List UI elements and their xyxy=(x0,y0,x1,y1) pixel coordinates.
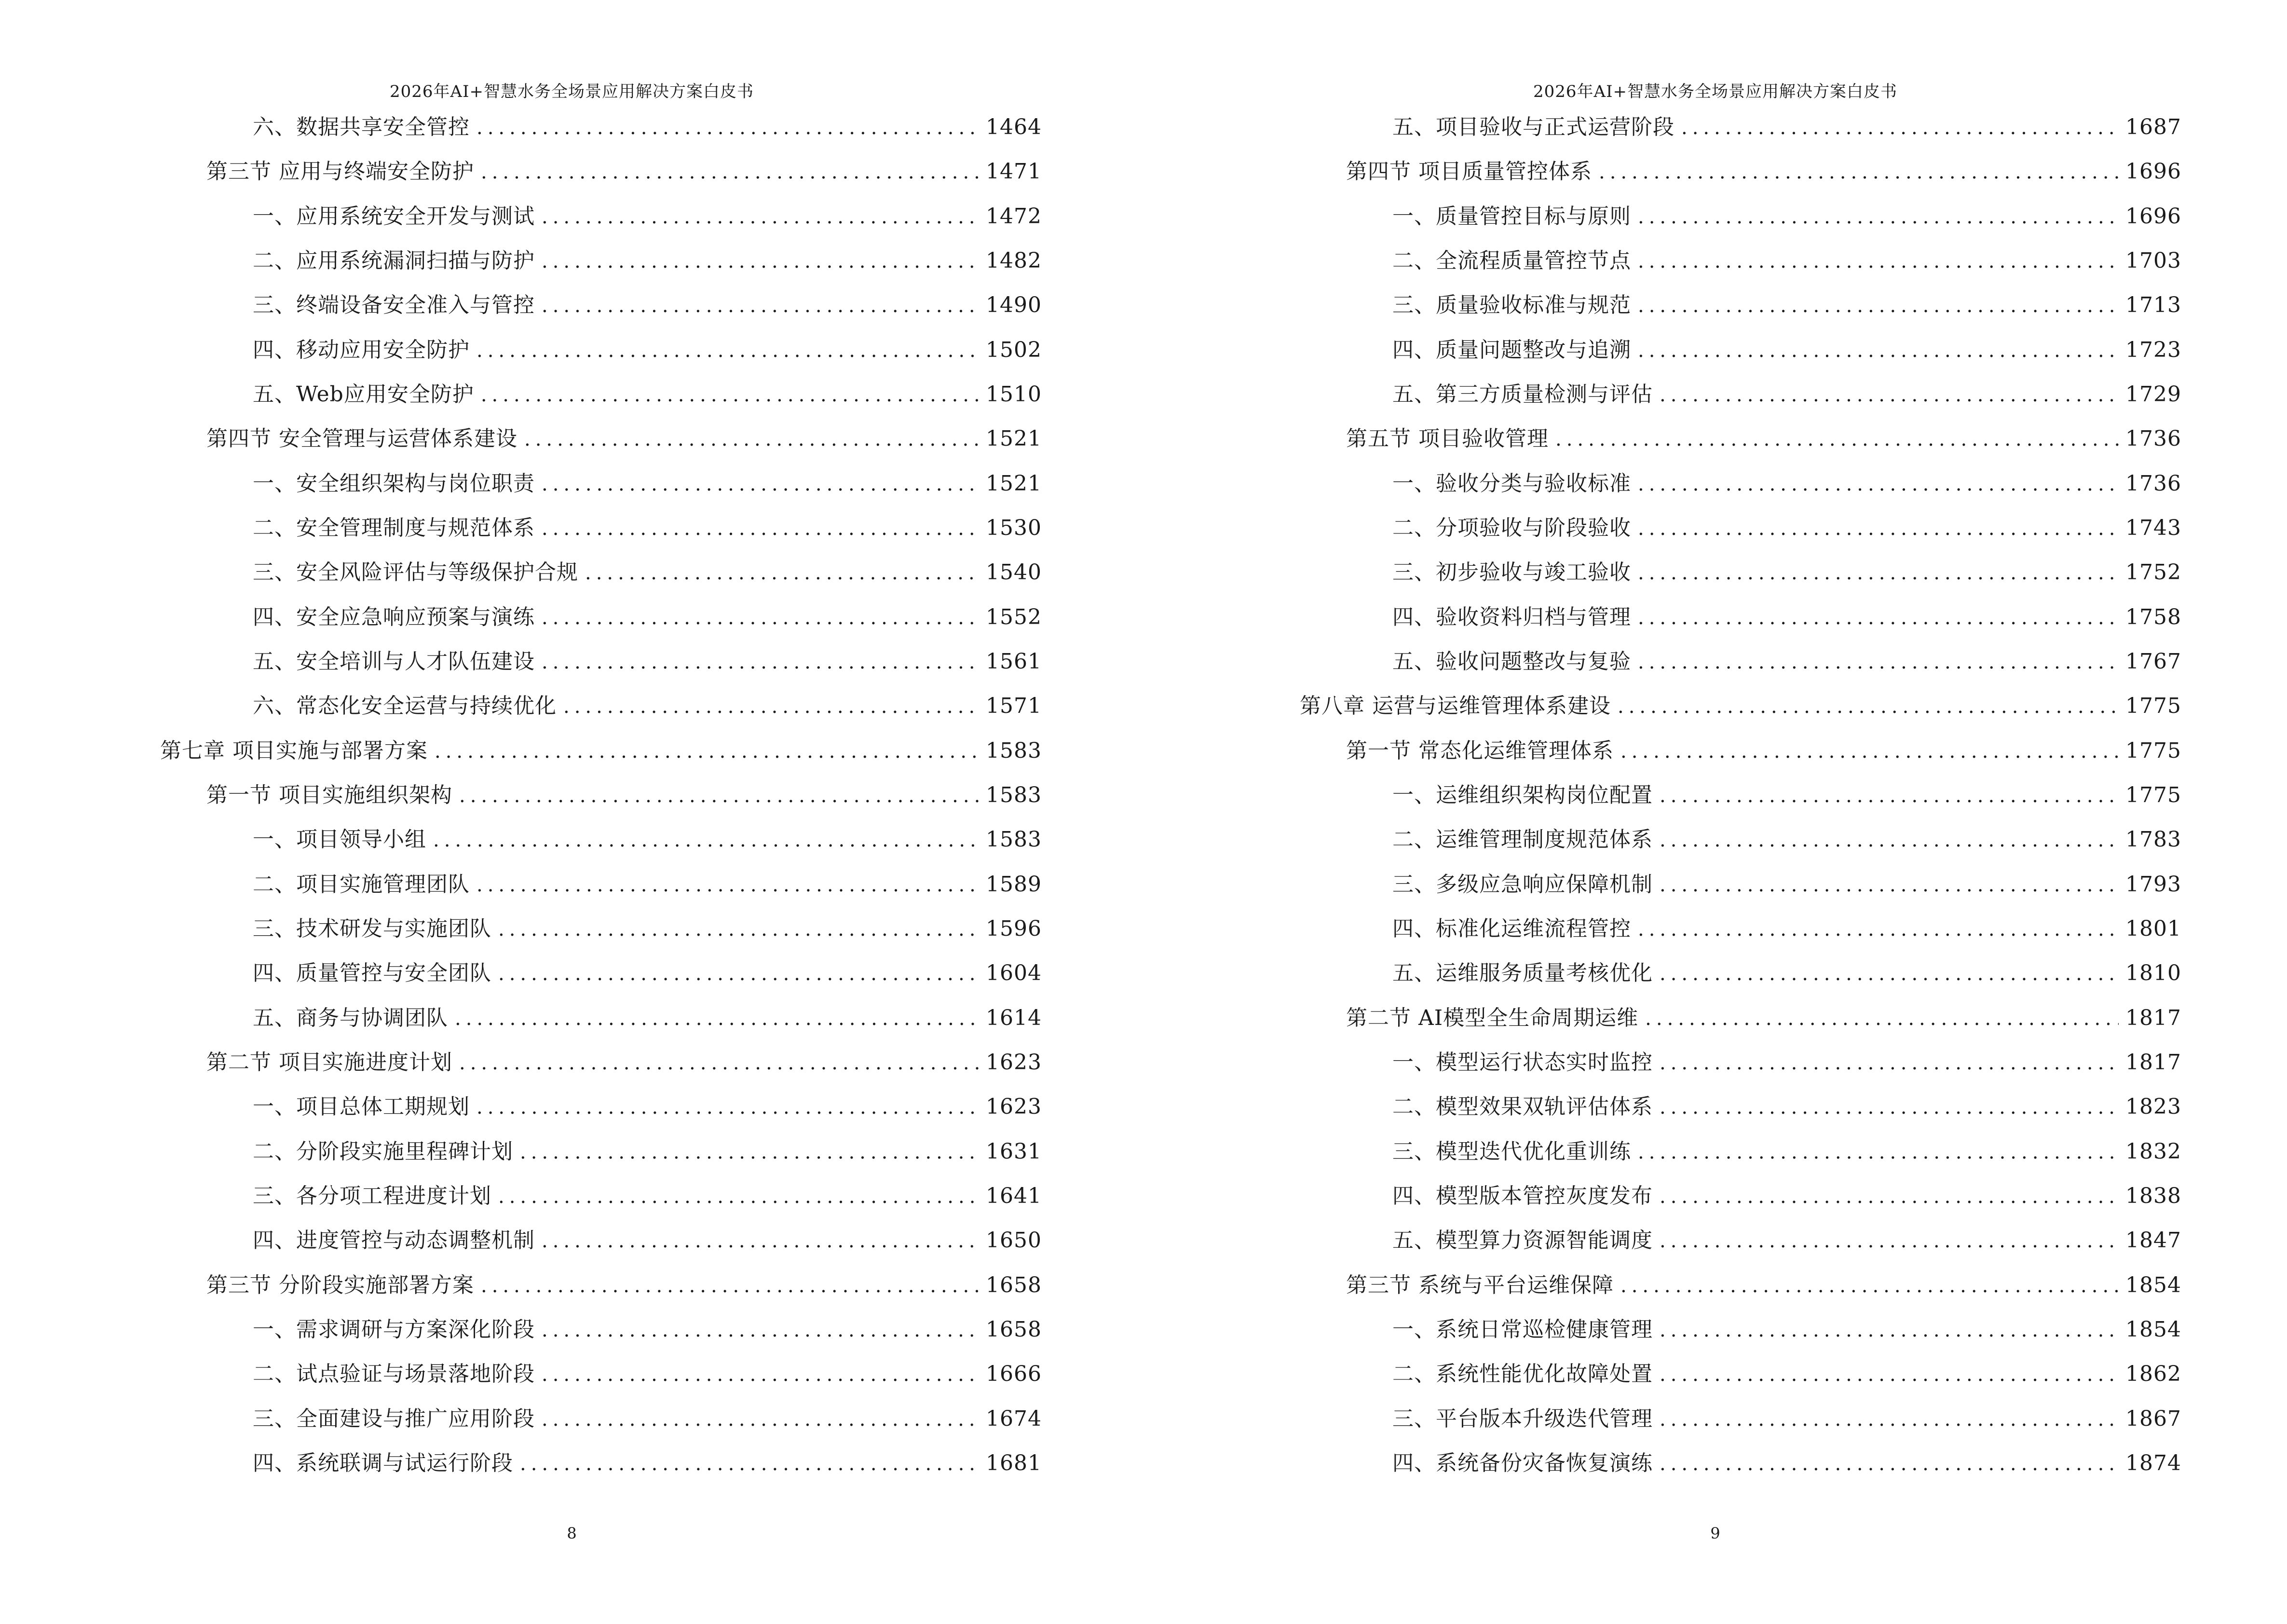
toc-entry-page-number: 1571 xyxy=(986,694,1042,719)
dot-leader xyxy=(1660,1360,2119,1389)
right-page xyxy=(1144,0,2287,1624)
toc-entry-label: 三、平台版本升级迭代管理 xyxy=(1392,1406,1653,1431)
toc-entry-label: 二、运维管理制度规范体系 xyxy=(1392,827,1653,852)
toc-entry-page-number: 1775 xyxy=(2125,782,2181,807)
toc-entry-page-number: 1854 xyxy=(2125,1272,2181,1297)
toc-entry-page-number: 1793 xyxy=(2125,872,2181,897)
toc-entry[interactable] xyxy=(1300,336,2181,365)
dot-leader xyxy=(542,1405,979,1434)
dot-leader xyxy=(1660,1449,2119,1478)
toc-entry[interactable] xyxy=(1300,424,2181,453)
toc-entry-page-number: 1736 xyxy=(2125,426,2181,451)
table-of-contents xyxy=(160,113,1042,1478)
toc-entry-label: 三、初步验收与竣工验收 xyxy=(1392,560,1631,585)
dot-leader xyxy=(433,826,979,855)
dot-leader xyxy=(1620,1271,2119,1300)
toc-entry-page-number: 1862 xyxy=(2125,1362,2181,1387)
dot-leader xyxy=(1660,959,2119,988)
toc-entry-page-number: 1817 xyxy=(2125,1005,2181,1030)
toc-entry[interactable] xyxy=(160,424,1042,453)
toc-entry-page-number: 1631 xyxy=(986,1139,1042,1164)
toc-entry-page-number: 1801 xyxy=(2125,916,2181,941)
toc-entry[interactable] xyxy=(160,1004,1042,1033)
toc-entry-label: 五、商务与协调团队 xyxy=(253,1005,448,1030)
running-header: 2026年AI+智慧水务全场景应用解决方案白皮书 xyxy=(390,82,754,101)
toc-entry-page-number: 1623 xyxy=(986,1094,1042,1119)
toc-entry-page-number: 1752 xyxy=(2125,560,2181,585)
dot-leader xyxy=(1638,291,2119,320)
dot-leader xyxy=(563,692,979,721)
toc-entry[interactable] xyxy=(160,603,1042,632)
toc-entry-page-number: 1696 xyxy=(2125,159,2181,184)
toc-entry-page-number: 1583 xyxy=(986,782,1042,807)
toc-entry[interactable] xyxy=(160,246,1042,275)
toc-entry-page-number: 1867 xyxy=(2125,1406,2181,1431)
toc-entry-label: 第五节 项目验收管理 xyxy=(1346,426,1549,451)
toc-entry[interactable] xyxy=(160,558,1042,587)
toc-entry-label: 三、多级应急响应保障机制 xyxy=(1392,872,1653,897)
toc-entry-label: 四、移动应用安全防护 xyxy=(253,337,470,362)
toc-entry[interactable] xyxy=(160,113,1042,142)
dot-leader xyxy=(520,1449,979,1478)
toc-entry-label: 第四节 安全管理与运营体系建设 xyxy=(206,426,517,451)
toc-entry-page-number: 1847 xyxy=(2125,1228,2181,1253)
toc-entry[interactable] xyxy=(160,1092,1042,1121)
toc-entry[interactable] xyxy=(1300,291,2181,320)
toc-entry-page-number: 1604 xyxy=(986,961,1042,986)
toc-entry-page-number: 1510 xyxy=(986,382,1042,407)
dot-leader xyxy=(1660,1182,2119,1211)
toc-entry-page-number: 1687 xyxy=(2125,115,2181,139)
dot-leader xyxy=(435,737,979,766)
toc-entry-label: 一、质量管控目标与原则 xyxy=(1392,204,1631,229)
toc-entry-label: 第七章 项目实施与部署方案 xyxy=(160,738,428,763)
dot-leader xyxy=(1660,381,2119,409)
toc-entry[interactable] xyxy=(1300,1226,2181,1255)
toc-entry[interactable] xyxy=(160,1405,1042,1433)
toc-entry[interactable] xyxy=(1300,1405,2181,1433)
dot-leader xyxy=(1660,1227,2119,1256)
running-header: 2026年AI+智慧水务全场景应用解决方案白皮书 xyxy=(1533,82,1897,101)
toc-entry-label: 五、第三方质量检测与评估 xyxy=(1392,382,1653,407)
toc-entry-page-number: 1723 xyxy=(2125,337,2181,362)
toc-entry-page-number: 1502 xyxy=(986,337,1042,362)
page-number: 8 xyxy=(567,1524,577,1542)
toc-entry-label: 四、进度管控与动态调整机制 xyxy=(253,1228,535,1253)
toc-entry-page-number: 1713 xyxy=(2125,293,2181,318)
toc-entry[interactable] xyxy=(1300,380,2181,409)
toc-entry-label: 三、技术研发与实施团队 xyxy=(253,916,491,941)
toc-entry[interactable] xyxy=(1300,692,2181,721)
dot-leader xyxy=(1599,158,2119,187)
dot-leader xyxy=(481,381,979,409)
toc-entry-label: 四、系统备份灾备恢复演练 xyxy=(1392,1450,1653,1475)
toc-entry-label: 三、模型迭代优化重训练 xyxy=(1392,1139,1631,1164)
toc-entry-label: 二、项目实施管理团队 xyxy=(253,872,470,897)
toc-entry-label: 三、终端设备安全准入与管控 xyxy=(253,293,535,318)
toc-entry[interactable] xyxy=(1300,514,2181,543)
dot-leader xyxy=(476,113,979,142)
dot-leader xyxy=(1660,1093,2119,1122)
dot-leader xyxy=(1660,826,2119,855)
dot-leader xyxy=(542,291,979,320)
toc-entry-page-number: 1823 xyxy=(2125,1094,2181,1119)
toc-entry[interactable] xyxy=(1300,914,2181,943)
toc-entry-page-number: 1736 xyxy=(2125,471,2181,496)
toc-entry[interactable] xyxy=(160,380,1042,409)
toc-entry-page-number: 1614 xyxy=(986,1005,1042,1030)
toc-entry[interactable] xyxy=(1300,558,2181,587)
toc-entry-page-number: 1623 xyxy=(986,1050,1042,1075)
toc-entry-label: 二、应用系统漏洞扫描与防护 xyxy=(253,248,535,273)
page-number: 9 xyxy=(1710,1524,1720,1542)
toc-entry-page-number: 1817 xyxy=(2125,1050,2181,1075)
toc-entry[interactable] xyxy=(1300,1004,2181,1033)
toc-entry-page-number: 1775 xyxy=(2125,738,2181,763)
toc-entry[interactable] xyxy=(1300,737,2181,765)
toc-entry[interactable] xyxy=(160,1182,1042,1211)
toc-entry-label: 四、质量问题整改与追溯 xyxy=(1392,337,1631,362)
toc-entry-page-number: 1674 xyxy=(986,1406,1042,1431)
toc-entry[interactable] xyxy=(160,1048,1042,1077)
toc-entry-page-number: 1589 xyxy=(986,872,1042,897)
toc-entry-page-number: 1472 xyxy=(986,204,1042,229)
toc-entry[interactable] xyxy=(160,914,1042,943)
toc-entry-page-number: 1758 xyxy=(2125,604,2181,629)
toc-entry-label: 四、验收资料归档与管理 xyxy=(1392,604,1631,629)
dot-leader xyxy=(542,603,979,632)
toc-entry[interactable] xyxy=(160,1449,1042,1478)
toc-entry-label: 第三节 系统与平台运维保障 xyxy=(1346,1272,1614,1297)
toc-entry[interactable] xyxy=(1300,1315,2181,1344)
dot-leader xyxy=(542,648,979,677)
toc-entry-label: 三、安全风险评估与等级保护合规 xyxy=(253,560,578,585)
toc-entry[interactable] xyxy=(1300,1048,2181,1077)
dot-leader xyxy=(542,203,979,232)
toc-entry-label: 二、全流程质量管控节点 xyxy=(1392,248,1631,273)
toc-entry[interactable] xyxy=(1300,113,2181,142)
toc-entry[interactable] xyxy=(1300,157,2181,186)
toc-entry-label: 三、质量验收标准与规范 xyxy=(1392,293,1631,318)
toc-entry-label: 第八章 运营与运维管理体系建设 xyxy=(1300,694,1611,719)
toc-entry-page-number: 1703 xyxy=(2125,248,2181,273)
toc-entry-label: 第一节 常态化运维管理体系 xyxy=(1346,738,1614,763)
toc-entry-page-number: 1729 xyxy=(2125,382,2181,407)
dot-leader xyxy=(524,425,979,454)
toc-entry-label: 六、常态化安全运营与持续优化 xyxy=(253,694,557,719)
dot-leader xyxy=(1681,113,2119,142)
toc-entry[interactable] xyxy=(1300,246,2181,275)
toc-entry[interactable] xyxy=(1300,1092,2181,1121)
toc-entry-page-number: 1810 xyxy=(2125,961,2181,986)
dot-leader xyxy=(455,1004,979,1033)
toc-entry-label: 二、分阶段实施里程碑计划 xyxy=(253,1139,513,1164)
toc-entry[interactable] xyxy=(160,469,1042,498)
dot-leader xyxy=(1638,470,2119,499)
toc-entry[interactable] xyxy=(1300,1449,2181,1478)
toc-entry-label: 五、安全培训与人才队伍建设 xyxy=(253,649,535,674)
toc-entry-page-number: 1767 xyxy=(2125,649,2181,674)
dot-leader xyxy=(1638,559,2119,587)
dot-leader xyxy=(1638,514,2119,543)
toc-entry[interactable] xyxy=(160,1137,1042,1166)
toc-entry-page-number: 1464 xyxy=(986,115,1042,139)
toc-entry-label: 三、各分项工程进度计划 xyxy=(253,1183,491,1208)
table-of-contents xyxy=(1300,113,2181,1478)
toc-entry[interactable] xyxy=(160,1271,1042,1300)
dot-leader xyxy=(1638,915,2119,944)
toc-entry[interactable] xyxy=(1300,1360,2181,1389)
toc-entry[interactable] xyxy=(160,336,1042,365)
toc-entry-page-number: 1540 xyxy=(986,560,1042,585)
toc-entry-page-number: 1743 xyxy=(2125,515,2181,540)
dot-leader xyxy=(1638,1138,2119,1167)
toc-entry-page-number: 1650 xyxy=(986,1228,1042,1253)
toc-entry-label: 第三节 分阶段实施部署方案 xyxy=(206,1272,474,1297)
dot-leader xyxy=(1660,781,2119,810)
toc-entry[interactable] xyxy=(1300,603,2181,632)
toc-entry-page-number: 1530 xyxy=(986,515,1042,540)
toc-entry[interactable] xyxy=(160,202,1042,231)
toc-entry-label: 四、系统联调与试运行阶段 xyxy=(253,1450,513,1475)
toc-entry-label: 五、运维服务质量考核优化 xyxy=(1392,961,1653,986)
toc-entry-label: 第一节 项目实施组织架构 xyxy=(206,782,452,807)
dot-leader xyxy=(542,1360,979,1389)
toc-entry-label: 二、安全管理制度与规范体系 xyxy=(253,515,535,540)
toc-entry-page-number: 1874 xyxy=(2125,1450,2181,1475)
toc-entry-page-number: 1583 xyxy=(986,827,1042,852)
dot-leader xyxy=(459,1049,979,1078)
toc-entry-page-number: 1658 xyxy=(986,1317,1042,1342)
toc-entry[interactable] xyxy=(1300,1182,2181,1211)
toc-entry-page-number: 1854 xyxy=(2125,1317,2181,1342)
toc-entry-label: 五、项目验收与正式运营阶段 xyxy=(1392,115,1674,139)
toc-entry[interactable] xyxy=(160,514,1042,543)
dot-leader xyxy=(520,1138,979,1167)
toc-entry-page-number: 1521 xyxy=(986,426,1042,451)
toc-entry-page-number: 1696 xyxy=(2125,204,2181,229)
toc-entry-label: 二、分项验收与阶段验收 xyxy=(1392,515,1631,540)
toc-entry-label: 三、全面建设与推广应用阶段 xyxy=(253,1406,535,1431)
toc-entry-page-number: 1482 xyxy=(986,248,1042,273)
dot-leader xyxy=(1660,1049,2119,1078)
toc-entry[interactable] xyxy=(160,870,1042,899)
toc-entry[interactable] xyxy=(160,647,1042,676)
dot-leader xyxy=(498,959,979,988)
toc-entry-page-number: 1775 xyxy=(2125,694,2181,719)
dot-leader xyxy=(1638,603,2119,632)
dot-leader xyxy=(1638,336,2119,365)
toc-entry-label: 四、质量管控与安全团队 xyxy=(253,961,491,986)
toc-entry-label: 五、模型算力资源智能调度 xyxy=(1392,1228,1653,1253)
toc-entry-label: 四、安全应急响应预案与演练 xyxy=(253,604,535,629)
dot-leader xyxy=(542,1227,979,1256)
toc-entry-page-number: 1471 xyxy=(986,159,1042,184)
toc-entry[interactable] xyxy=(160,959,1042,988)
dot-leader xyxy=(542,470,979,499)
toc-entry-label: 一、应用系统安全开发与测试 xyxy=(253,204,535,229)
dot-leader xyxy=(1638,203,2119,232)
dot-leader xyxy=(476,1093,979,1122)
dot-leader xyxy=(542,1316,979,1345)
toc-entry[interactable] xyxy=(1300,781,2181,810)
toc-entry-label: 四、模型版本管控灰度发布 xyxy=(1392,1183,1653,1208)
toc-entry-label: 一、系统日常巡检健康管理 xyxy=(1392,1317,1653,1342)
toc-entry-label: 二、试点验证与场景落地阶段 xyxy=(253,1362,535,1387)
dot-leader xyxy=(542,514,979,543)
dot-leader xyxy=(498,1182,979,1211)
toc-entry-label: 四、标准化运维流程管控 xyxy=(1392,916,1631,941)
toc-entry-page-number: 1552 xyxy=(986,604,1042,629)
dot-leader xyxy=(481,158,979,187)
toc-entry[interactable] xyxy=(160,1315,1042,1344)
toc-entry-label: 第二节 项目实施进度计划 xyxy=(206,1050,452,1075)
toc-entry[interactable] xyxy=(160,781,1042,810)
dot-leader xyxy=(481,1271,979,1300)
dot-leader xyxy=(498,915,979,944)
toc-entry-page-number: 1658 xyxy=(986,1272,1042,1297)
toc-entry[interactable] xyxy=(160,291,1042,320)
toc-entry-label: 第四节 项目质量管控体系 xyxy=(1346,159,1592,184)
toc-entry-label: 第三节 应用与终端安全防护 xyxy=(206,159,474,184)
toc-entry-label: 六、数据共享安全管控 xyxy=(253,115,470,139)
toc-entry[interactable] xyxy=(1300,959,2181,988)
toc-entry-label: 一、验收分类与验收标准 xyxy=(1392,471,1631,496)
dot-leader xyxy=(1618,692,2119,721)
toc-entry-label: 一、需求调研与方案深化阶段 xyxy=(253,1317,535,1342)
toc-entry-page-number: 1521 xyxy=(986,471,1042,496)
toc-entry-page-number: 1832 xyxy=(2125,1139,2181,1164)
dot-leader xyxy=(476,871,979,900)
toc-entry-label: 一、项目领导小组 xyxy=(253,827,426,852)
toc-entry-page-number: 1561 xyxy=(986,649,1042,674)
toc-entry-page-number: 1666 xyxy=(986,1362,1042,1387)
dot-leader xyxy=(1638,247,2119,276)
toc-entry-page-number: 1681 xyxy=(986,1450,1042,1475)
toc-entry-label: 二、系统性能优化故障处置 xyxy=(1392,1362,1653,1387)
toc-entry[interactable] xyxy=(1300,202,2181,231)
dot-leader xyxy=(1660,1316,2119,1345)
toc-entry[interactable] xyxy=(160,692,1042,721)
toc-entry-page-number: 1783 xyxy=(2125,827,2181,852)
toc-entry-page-number: 1838 xyxy=(2125,1183,2181,1208)
dot-leader xyxy=(1660,1405,2119,1434)
dot-leader xyxy=(1660,871,2119,900)
toc-entry[interactable] xyxy=(160,1360,1042,1389)
toc-entry-page-number: 1490 xyxy=(986,293,1042,318)
toc-entry[interactable] xyxy=(160,1226,1042,1255)
toc-entry-label: 一、安全组织架构与岗位职责 xyxy=(253,471,535,496)
toc-entry[interactable] xyxy=(1300,870,2181,899)
toc-entry-page-number: 1583 xyxy=(986,738,1042,763)
toc-entry[interactable] xyxy=(1300,1271,2181,1300)
toc-entry[interactable] xyxy=(160,157,1042,186)
toc-entry-label: 五、Web应用安全防护 xyxy=(253,382,474,407)
toc-entry[interactable] xyxy=(1300,825,2181,854)
toc-entry[interactable] xyxy=(1300,1137,2181,1166)
toc-entry-label: 第二节 AI模型全生命周期运维 xyxy=(1346,1005,1639,1030)
dot-leader xyxy=(542,247,979,276)
dot-leader xyxy=(585,559,979,587)
dot-leader xyxy=(1620,737,2119,766)
toc-entry[interactable] xyxy=(160,737,1042,765)
toc-entry[interactable] xyxy=(160,825,1042,854)
dot-leader xyxy=(1645,1004,2119,1033)
toc-entry-page-number: 1641 xyxy=(986,1183,1042,1208)
toc-entry[interactable] xyxy=(1300,469,2181,498)
toc-entry-label: 一、运维组织架构岗位配置 xyxy=(1392,782,1653,807)
toc-entry[interactable] xyxy=(1300,647,2181,676)
dot-leader xyxy=(476,336,979,365)
dot-leader xyxy=(1638,648,2119,677)
toc-entry-label: 一、项目总体工期规划 xyxy=(253,1094,470,1119)
toc-entry-label: 二、模型效果双轨评估体系 xyxy=(1392,1094,1653,1119)
dot-leader xyxy=(459,781,979,810)
toc-entry-label: 五、验收问题整改与复验 xyxy=(1392,649,1631,674)
toc-entry-page-number: 1596 xyxy=(986,916,1042,941)
dot-leader xyxy=(1555,425,2119,454)
toc-entry-label: 一、模型运行状态实时监控 xyxy=(1392,1050,1653,1075)
